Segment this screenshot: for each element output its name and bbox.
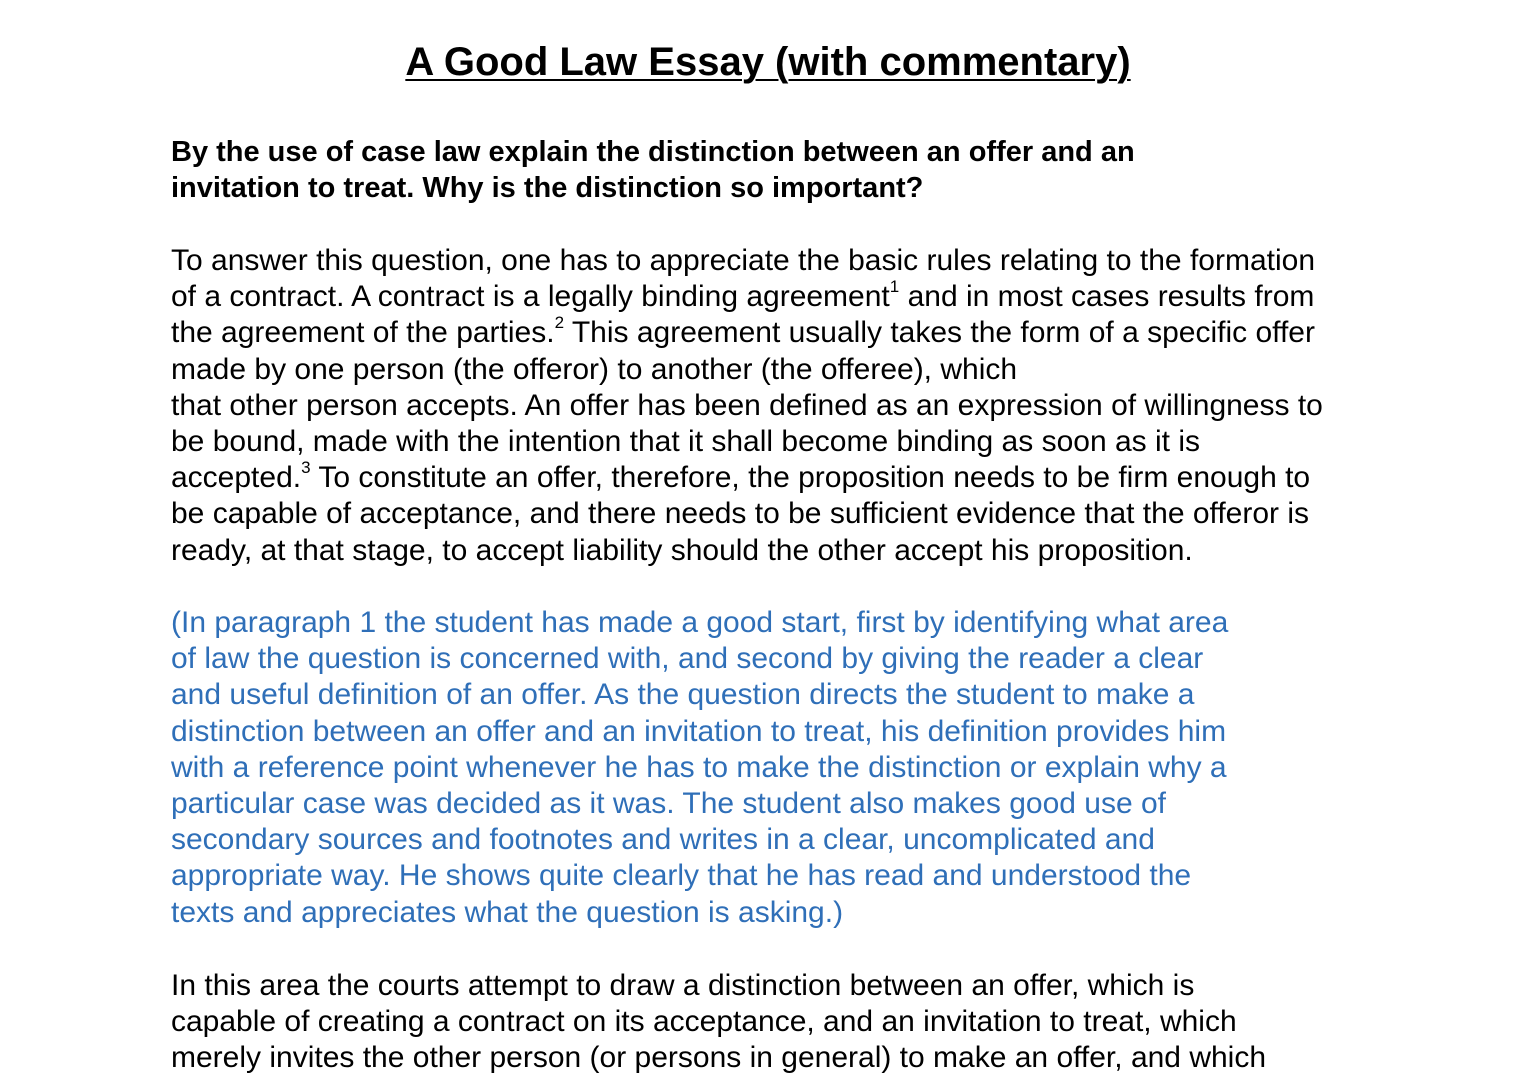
commentary-line: appropriate way. He shows quite clearly that he has read and understood the [171, 859, 1192, 893]
paragraph-line: that other person accepts. An offer has been defined as an expression of willingness to [171, 388, 1323, 422]
commentary-line: (In paragraph 1 the student has made a good start, first by identifying what area [171, 606, 1229, 639]
paragraph-line: made by one person (the offeror) to another (the offeree), which [171, 352, 1018, 386]
commentary-paragraph-1 [171, 605, 1361, 931]
footnote-ref-3: 3 [301, 458, 311, 478]
essay-paragraph-2 [171, 968, 1361, 1077]
question-line: invitation to treat. Why is the distinction so important? [171, 172, 924, 205]
paragraph-line: ready, at that stage, to accept liability should the other accept his proposition. [171, 533, 1193, 567]
footnote-ref-1: 1 [889, 277, 900, 297]
paragraph-line: be capable of acceptance, and there needs to be sufficient evidence that the offeror is [171, 497, 1310, 531]
question-line: By the use of case law explain the distinction between an offer and an [171, 136, 1135, 168]
paragraph-line: be bound, made with the intention that it shall become binding as soon as it is [171, 424, 1200, 458]
commentary-line: texts and appreciates what the question is asking.) [171, 895, 844, 929]
paragraph-line: merely invites the other person (or persons in general) to make an offer, and which [171, 1041, 1267, 1075]
commentary-line: with a reference point whenever he has to make the distinction or explain why a [171, 750, 1227, 784]
paragraph-line: the agreement of the parties.$^2$ This agreement usually takes the form of a specific offer [171, 313, 1315, 350]
footnote-ref-2: 2 [554, 313, 565, 333]
paragraph-line: of a contract. A contract is a legally binding agreement$^1$ and in most cases results from [171, 277, 1315, 314]
commentary-line: distinction between an offer and an invitation to treat, his definition provides him [171, 714, 1227, 748]
commentary-line: particular case was decided as it was. The student also makes good use of [171, 786, 1166, 820]
essay-question [171, 134, 1361, 206]
commentary-line: of law the question is concerned with, and second by giving the reader a clear [171, 642, 1204, 676]
commentary-line: secondary sources and footnotes and writes in a clear, uncomplicated and [171, 823, 1155, 857]
essay-paragraph-1 [171, 243, 1361, 569]
paragraph-line: In this area the courts attempt to draw a distinction between an offer, which is [171, 969, 1195, 1002]
commentary-line: and useful definition of an offer. As the question directs the student to make a [171, 678, 1195, 712]
document-title: A Good Law Essay (with commentary) [405, 40, 1131, 84]
paragraph-line: capable of creating a contract on its acceptance, and an invitation to treat, which [171, 1005, 1237, 1039]
paragraph-line: accepted.$^3$ To constitute an offer, therefore, the proposition needs to be firm enough to [171, 458, 1311, 495]
paragraph-line: To answer this question, one has to appreciate the basic rules relating to the formation [171, 244, 1315, 277]
